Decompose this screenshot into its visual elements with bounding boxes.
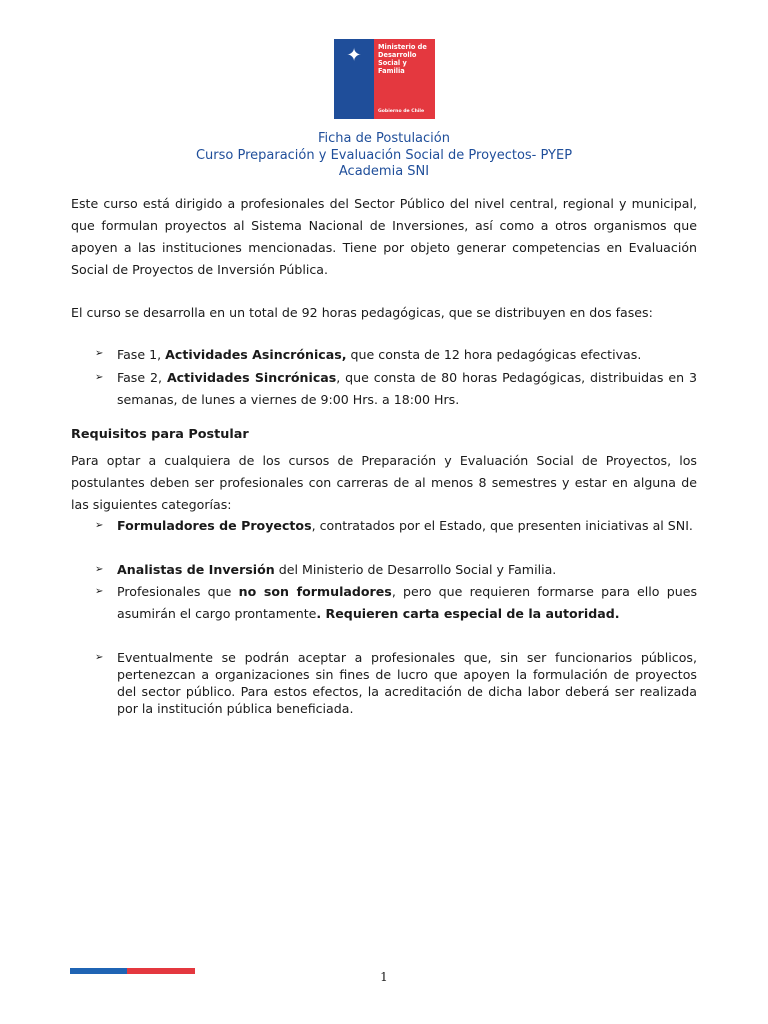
category-item-1	[117, 515, 697, 537]
phase-item-1	[117, 344, 697, 366]
phase-1-prefix: Fase 1,	[117, 347, 166, 362]
category-1-name: Formuladores de Proyectos	[117, 518, 312, 533]
phase-1-name: Actividades Asincrónicas,	[165, 347, 347, 362]
academy-title: Academia SNI	[338, 164, 430, 179]
course-title: Curso Preparación y Evaluación Social de Proyectos- PYEP	[195, 148, 573, 163]
bullet-arrow-icon: ➢	[95, 520, 104, 531]
logo-footer: Gobierno de Chile	[378, 109, 425, 114]
bullet-arrow-icon: ➢	[95, 372, 104, 383]
requirements-heading: Requisitos para Postular	[71, 427, 249, 442]
phase-item-2	[117, 367, 697, 411]
phases-intro: El curso se desarrolla en un total de 92 horas pedagógicas, que se distribuyen en dos fases:	[71, 305, 653, 320]
phase-1-desc: que consta de 12 hora pedagógicas efectivas.	[346, 347, 642, 362]
category-2-name: Analistas de Inversión	[117, 562, 275, 577]
coat-of-arms-icon: ✦	[346, 45, 362, 66]
category-2-desc: del Ministerio de Desarrollo Social y Familia.	[274, 562, 557, 577]
category-item-2	[117, 559, 697, 581]
doc-title: Ficha de Postulación	[318, 131, 450, 146]
bullet-arrow-icon: ➢	[95, 586, 104, 597]
logo-red-panel	[374, 39, 435, 119]
category-3-desc: , pero que requieren formarse para ello pues asumirán el cargo prontamente	[117, 584, 698, 621]
category-item-3	[117, 581, 697, 625]
phase-2-name: Actividades Sincrónicas	[166, 370, 337, 385]
logo-blue-panel	[334, 39, 374, 119]
category-3-name: no son formuladores	[238, 584, 392, 599]
logo-text: Ministerio de Desarrollo Social y Familia	[378, 43, 427, 75]
category-3-prefix: Profesionales que	[117, 584, 239, 599]
bullet-arrow-icon: ➢	[95, 652, 104, 663]
category-item-4: Eventualmente se podrán aceptar a profesionales que, sin ser funcionarios públicos, pertenezcan a organizaciones sin fines de lucro que apoyen la formulación de proyectos del sector público. Para estos efectos, la acreditación de dicha labor deberá ser realizada por la institución pública beneficiada.	[117, 650, 697, 716]
bullet-arrow-icon: ➢	[95, 348, 104, 359]
page-number: 1	[380, 970, 388, 984]
intro-paragraph: Este curso está dirigido a profesionales del Sector Público del nivel central, regional y municipal, que formulan proyectos al Sistema Nacional de Inversiones, así como a otros organismos que apoyen a las instituciones mencionadas. Tiene por objeto generar competencias en Evaluación Social de Proyectos de Inversión Pública.	[71, 196, 697, 277]
category-1-desc: , contratados por el Estado, que presenten iniciativas al SNI.	[311, 518, 693, 533]
ministry-logo	[334, 39, 435, 119]
phase-2-prefix: Fase 2,	[117, 370, 167, 385]
category-3-note: . Requieren carta especial de la autoridad.	[316, 606, 620, 621]
requirements-intro: Para optar a cualquiera de los cursos de Preparación y Evaluación Social de Proyectos, los postulantes deben ser profesionales con carreras de al menos 8 semestres y estar en alguna de las siguientes categorías:	[71, 453, 697, 512]
bullet-arrow-icon: ➢	[95, 564, 104, 575]
phase-2-desc: , que consta de 80 horas Pedagógicas, distribuidas en 3 semanas, de lunes a viernes de 9:00 Hrs. a 18:00 Hrs.	[117, 370, 697, 407]
